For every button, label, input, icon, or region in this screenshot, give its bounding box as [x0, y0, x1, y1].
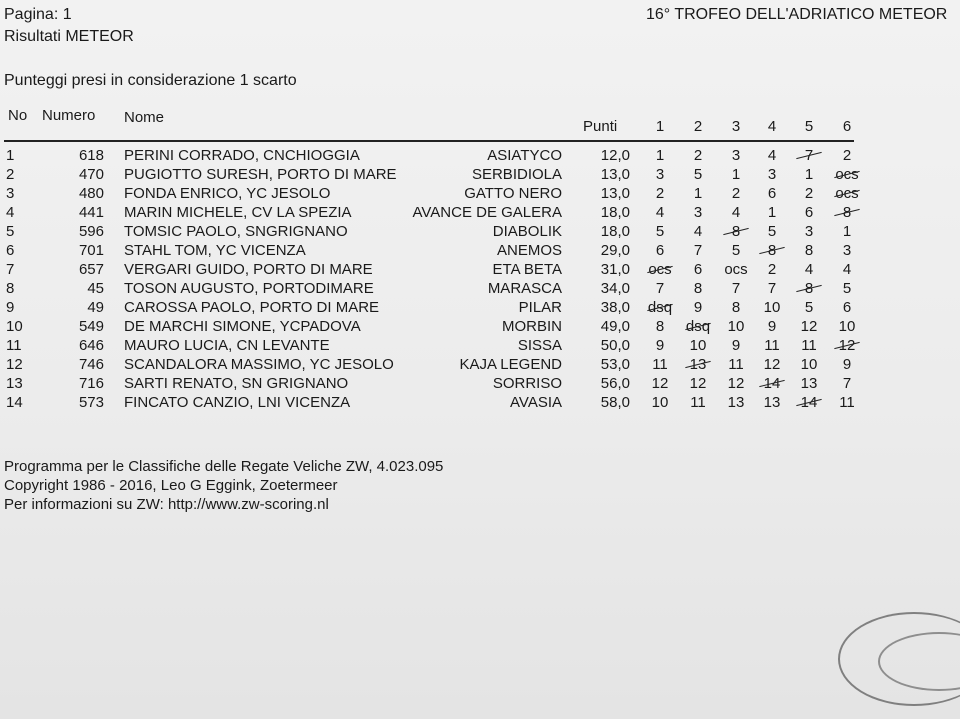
row-race-3: 5 — [731, 242, 741, 259]
row-sail-number: 470 — [78, 166, 104, 183]
row-race-2: 5 — [693, 166, 703, 183]
row-sail-number: 657 — [78, 261, 104, 278]
row-boat-name: AVANCE DE GALERA — [412, 204, 562, 221]
row-race-2: 8 — [693, 280, 703, 297]
row-sail-number: 746 — [78, 356, 104, 373]
row-race-5: 4 — [804, 261, 814, 278]
row-race-6: 4 — [842, 261, 852, 278]
row-no: 1 — [6, 147, 15, 164]
col-punti: Punti — [583, 118, 618, 135]
row-helm-club: SARTI RENATO, SN GRIGNANO — [124, 375, 349, 392]
row-race-4: 4 — [767, 147, 777, 164]
row-sail-number: 596 — [78, 223, 104, 240]
row-points: 18,0 — [600, 223, 630, 240]
row-points: 29,0 — [600, 242, 630, 259]
row-race-3: 11 — [728, 356, 744, 373]
row-race-1: 6 — [655, 242, 665, 259]
row-race-1: 10 — [651, 394, 669, 411]
row-race-4: 10 — [763, 299, 781, 316]
row-points: 34,0 — [600, 280, 630, 297]
row-boat-name: SERBIDIOLA — [471, 166, 562, 183]
table-row — [0, 298, 960, 317]
row-race-5: 10 — [800, 356, 818, 373]
row-points: 13,0 — [600, 185, 630, 202]
row-race-3: 3 — [731, 147, 741, 164]
row-helm-club: STAHL TOM, YC VICENZA — [124, 242, 306, 259]
table-row — [0, 260, 960, 279]
row-race-2: 4 — [693, 223, 703, 240]
col-race-6: 6 — [842, 118, 852, 135]
row-helm-club: MARIN MICHELE, CV LA SPEZIA — [124, 204, 352, 221]
row-boat-name: MARASCA — [487, 280, 562, 297]
row-race-6-discarded: 12 — [832, 336, 862, 355]
row-race-4: 3 — [767, 166, 777, 183]
row-race-5: 6 — [804, 204, 814, 221]
row-race-2: 1 — [693, 185, 703, 202]
row-sail-number: 45 — [87, 280, 104, 297]
row-sail-number: 441 — [78, 204, 104, 221]
row-race-2: 10 — [689, 337, 707, 354]
row-race-3: 1 — [731, 166, 741, 183]
row-helm-club: DE MARCHI SIMONE, YCPADOVA — [124, 318, 361, 335]
row-race-6: 11 — [839, 394, 855, 411]
row-boat-name: ASIATYCO — [487, 147, 562, 164]
row-boat-name: PILAR — [518, 299, 562, 316]
row-race-3: 8 — [731, 299, 741, 316]
col-no: No — [8, 107, 28, 124]
row-race-5: 2 — [804, 185, 814, 202]
row-no: 13 — [6, 375, 23, 392]
row-points: 12,0 — [600, 147, 630, 164]
row-race-1: 12 — [651, 375, 669, 392]
row-race-1: 7 — [655, 280, 665, 297]
row-race-3: ocs — [724, 261, 748, 278]
row-race-2-discarded: 13 — [683, 355, 713, 374]
row-boat-name: GATTO NERO — [464, 185, 562, 202]
row-race-2: 12 — [689, 375, 707, 392]
row-no: 6 — [6, 242, 15, 259]
row-points: 38,0 — [600, 299, 630, 316]
row-no: 5 — [6, 223, 15, 240]
row-no: 12 — [6, 356, 23, 373]
row-race-2: 6 — [693, 261, 703, 278]
row-race-3: 12 — [727, 375, 745, 392]
row-race-4: 2 — [767, 261, 777, 278]
row-race-4-discarded: 8 — [757, 241, 787, 260]
row-race-6: 7 — [842, 375, 852, 392]
row-helm-club: TOSON AUGUSTO, PORTODIMARE — [124, 280, 374, 297]
row-race-2: 2 — [693, 147, 703, 164]
row-points: 49,0 — [600, 318, 630, 335]
row-boat-name: ANEMOS — [496, 242, 562, 259]
page-number: Pagina: 1 — [4, 6, 72, 23]
row-race-3: 4 — [731, 204, 741, 221]
row-race-5-discarded: 7 — [794, 146, 824, 165]
table-row — [0, 355, 960, 374]
row-race-6: 6 — [842, 299, 852, 316]
row-race-4: 13 — [763, 394, 781, 411]
row-boat-name: MORBIN — [502, 318, 562, 335]
row-race-5: 11 — [801, 337, 817, 354]
row-helm-club: PERINI CORRADO, CNCHIOGGIA — [124, 147, 360, 164]
row-race-6-discarded: ocs — [832, 184, 862, 203]
table-header-scores — [0, 117, 960, 136]
col-race-5: 5 — [804, 118, 814, 135]
row-race-6: 10 — [838, 318, 856, 335]
row-no: 11 — [6, 337, 22, 354]
row-sail-number: 716 — [78, 375, 104, 392]
row-points: 31,0 — [600, 261, 630, 278]
row-points: 58,0 — [600, 394, 630, 411]
row-sail-number: 549 — [78, 318, 104, 335]
row-boat-name: AVASIA — [510, 394, 562, 411]
row-boat-name: SORRISO — [492, 375, 562, 392]
row-sail-number: 480 — [78, 185, 104, 202]
table-row — [0, 393, 960, 412]
table-row — [0, 165, 960, 184]
row-points: 50,0 — [600, 337, 630, 354]
row-race-4: 7 — [767, 280, 777, 297]
row-no: 4 — [6, 204, 15, 221]
col-race-4: 4 — [767, 118, 777, 135]
row-race-1: 3 — [655, 166, 665, 183]
row-race-3: 9 — [731, 337, 741, 354]
row-helm-club: VERGARI GUIDO, PORTO DI MARE — [124, 261, 373, 278]
row-race-4-discarded: 14 — [757, 374, 787, 393]
row-sail-number: 701 — [78, 242, 104, 259]
row-sail-number: 49 — [87, 299, 104, 316]
row-points: 18,0 — [600, 204, 630, 221]
row-race-3-discarded: 8 — [721, 222, 751, 241]
row-helm-club: SCANDALORA MASSIMO, YC JESOLO — [124, 356, 394, 373]
row-points: 56,0 — [600, 375, 630, 392]
row-race-6-discarded: ocs — [832, 165, 862, 184]
row-race-6: 1 — [842, 223, 852, 240]
row-sail-number: 646 — [78, 337, 104, 354]
row-race-2: 7 — [693, 242, 703, 259]
header-rule — [4, 140, 854, 142]
row-sail-number: 618 — [78, 147, 104, 164]
row-race-2: 9 — [693, 299, 703, 316]
results-subtitle: Risultati METEOR — [4, 28, 134, 45]
table-row — [0, 184, 960, 203]
row-helm-club: FINCATO CANZIO, LNI VICENZA — [124, 394, 351, 411]
col-race-1: 1 — [655, 118, 665, 135]
row-race-5: 12 — [800, 318, 818, 335]
row-race-4: 1 — [767, 204, 777, 221]
row-race-3: 10 — [727, 318, 745, 335]
row-race-1-discarded: ocs — [645, 260, 675, 279]
row-race-6-discarded: 8 — [832, 203, 862, 222]
row-race-2-discarded: dsq — [683, 317, 713, 336]
row-race-2: 11 — [690, 394, 706, 411]
row-no: 8 — [6, 280, 15, 297]
row-race-1: 9 — [655, 337, 665, 354]
row-points: 13,0 — [600, 166, 630, 183]
row-no: 10 — [6, 318, 23, 335]
row-race-3: 7 — [731, 280, 741, 297]
row-race-4: 11 — [764, 337, 780, 354]
row-race-5: 13 — [800, 375, 818, 392]
row-helm-club: TOMSIC PAOLO, SNGRIGNANO — [124, 223, 348, 240]
row-race-5: 8 — [804, 242, 814, 259]
row-helm-club: CAROSSA PAOLO, PORTO DI MARE — [124, 299, 380, 316]
row-race-1: 8 — [655, 318, 665, 335]
row-race-1: 2 — [655, 185, 665, 202]
scoring-note: Punteggi presi in considerazione 1 scarto — [4, 72, 297, 89]
row-race-4: 9 — [767, 318, 777, 335]
table-row — [0, 146, 960, 165]
row-race-4: 5 — [767, 223, 777, 240]
row-race-1: 1 — [655, 147, 665, 164]
col-race-2: 2 — [693, 118, 703, 135]
row-race-6: 9 — [842, 356, 852, 373]
col-numero: Numero — [42, 107, 96, 124]
row-points: 53,0 — [600, 356, 630, 373]
table-row — [0, 203, 960, 222]
row-no: 3 — [6, 185, 15, 202]
row-helm-club: MAURO LUCIA, CN LEVANTE — [124, 337, 330, 354]
col-nome: Nome — [124, 109, 165, 126]
row-race-5-discarded: 14 — [794, 393, 824, 412]
table-row — [0, 279, 960, 298]
row-race-6: 3 — [842, 242, 852, 259]
row-boat-name: DIABOLIK — [492, 223, 562, 240]
row-no: 2 — [6, 166, 15, 183]
table-row — [0, 336, 960, 355]
footer-program: Programma per le Classifiche delle Regate Veliche ZW, 4.023.095 — [4, 458, 444, 475]
col-race-3: 3 — [731, 118, 741, 135]
row-no: 9 — [6, 299, 15, 316]
row-race-1-discarded: dsq — [645, 298, 675, 317]
row-race-2: 3 — [693, 204, 703, 221]
row-race-6: 5 — [842, 280, 852, 297]
row-race-6: 2 — [842, 147, 852, 164]
table-row — [0, 241, 960, 260]
row-race-4: 6 — [767, 185, 777, 202]
row-sail-number: 573 — [78, 394, 104, 411]
row-boat-name: SISSA — [517, 337, 562, 354]
row-race-1: 11 — [652, 356, 668, 373]
row-race-4: 12 — [763, 356, 781, 373]
row-race-5: 3 — [804, 223, 814, 240]
footer-info: Per informazioni su ZW: http://www.zw-scoring.nl — [4, 496, 329, 513]
event-title: 16° TROFEO DELL'ADRIATICO METEOR — [646, 6, 948, 23]
row-race-5: 5 — [804, 299, 814, 316]
table-row — [0, 317, 960, 336]
row-race-3: 2 — [731, 185, 741, 202]
row-helm-club: FONDA ENRICO, YC JESOLO — [124, 185, 331, 202]
table-row — [0, 374, 960, 393]
row-race-1: 4 — [655, 204, 665, 221]
row-helm-club: PUGIOTTO SURESH, PORTO DI MARE — [124, 166, 397, 183]
row-boat-name: KAJA LEGEND — [459, 356, 562, 373]
row-race-3: 13 — [727, 394, 745, 411]
footer-copyright: Copyright 1986 - 2016, Leo G Eggink, Zoetermeer — [4, 477, 338, 494]
row-no: 14 — [6, 394, 23, 411]
table-row — [0, 222, 960, 241]
row-boat-name: ETA BETA — [492, 261, 562, 278]
row-race-5-discarded: 8 — [794, 279, 824, 298]
row-no: 7 — [6, 261, 15, 278]
row-race-1: 5 — [655, 223, 665, 240]
row-race-5: 1 — [804, 166, 814, 183]
